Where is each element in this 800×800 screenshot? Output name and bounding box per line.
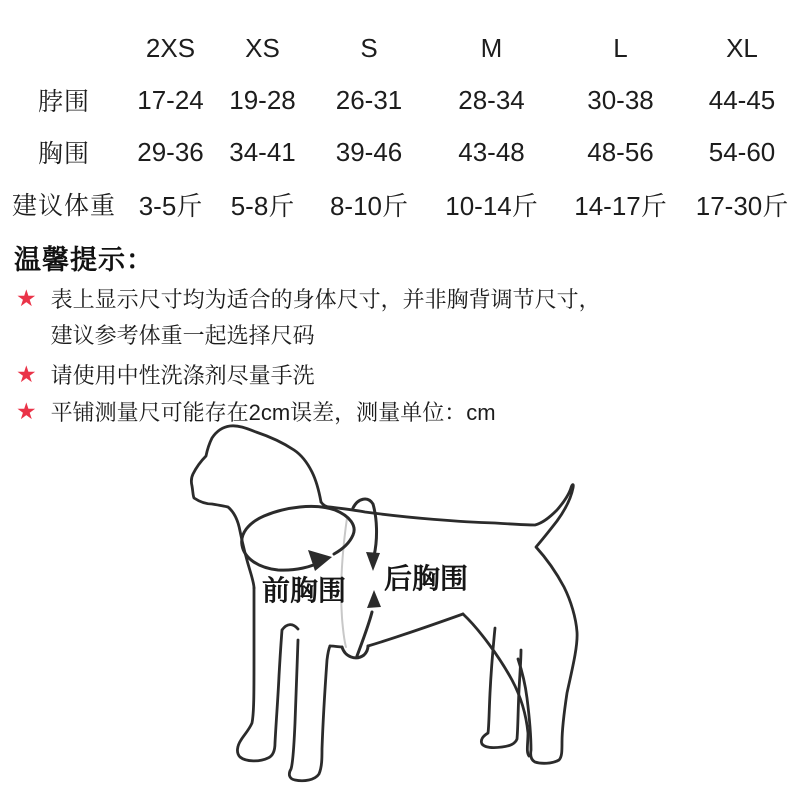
dog-front-leg-outline (237, 588, 298, 761)
size-table (0, 22, 800, 230)
size-col-header: 2XS (145, 32, 196, 63)
table-cell: 29-36 (137, 136, 204, 167)
size-col-header: XS (245, 32, 280, 63)
dog-belly-outline (330, 646, 342, 647)
table-cell: 44-45 (708, 84, 776, 115)
table-cell: 48-56 (587, 136, 654, 167)
row-label-neck: 脖围 (37, 88, 90, 116)
front-girth-arrowhead (308, 550, 332, 571)
rear-girth-label: 后胸围 (383, 563, 469, 594)
row-label-chest: 胸围 (37, 140, 90, 168)
table-cell: 3-5斤 (138, 190, 203, 221)
table-cell: 17-30斤 (695, 190, 789, 221)
size-col-header: S (360, 32, 378, 63)
table-cell: 30-38 (587, 84, 654, 115)
rear-girth-arrowhead-up (367, 590, 381, 608)
table-cell: 14-17斤 (574, 190, 667, 221)
front-girth-label: 前胸围 (261, 575, 347, 606)
star-icon: ★ (16, 285, 37, 311)
dog-belly-outline (368, 614, 463, 646)
tip-item-size-note (16, 282, 601, 354)
tip-line: 表上显示尺寸均为适合的身体尺寸，并非胸背调节尺寸， (50, 287, 601, 312)
star-icon: ★ (16, 398, 37, 424)
front-girth-ellipse (242, 506, 354, 570)
tip-line: 平铺测量尺可能存在2cm误差，测量单位：cm (50, 400, 496, 425)
table-cell: 8-10斤 (329, 190, 409, 221)
dog-measurement-diagram (150, 418, 650, 798)
table-cell: 28-34 (458, 84, 525, 115)
row-label-weight: 建议体重 (11, 192, 116, 220)
size-col-header: M (480, 32, 503, 63)
tip-item-washing (16, 358, 315, 394)
size-col-header: XL (726, 32, 758, 63)
table-cell: 26-31 (335, 84, 403, 115)
table-cell: 39-46 (335, 136, 403, 167)
star-icon: ★ (16, 361, 37, 387)
dog-back-tail-hindleg-outline (321, 485, 577, 764)
table-cell: 5-8斤 (230, 190, 295, 221)
table-cell: 17-24 (137, 84, 204, 115)
rear-girth-arrowhead-down (366, 552, 380, 571)
dog-far-front-leg-outline (289, 640, 330, 781)
table-cell: 10-14斤 (445, 190, 538, 221)
size-col-header: L (613, 32, 628, 63)
table-cell: 54-60 (708, 136, 776, 167)
tips-heading: 温馨提示： (14, 245, 154, 275)
tip-line: 建议参考体重一起选择尺码 (50, 323, 315, 348)
table-cell: 43-48 (458, 136, 525, 167)
tip-line: 请使用中性洗涤剂尽量手洗 (50, 363, 315, 388)
table-cell: 34-41 (229, 136, 296, 167)
table-cell: 19-28 (229, 84, 296, 115)
